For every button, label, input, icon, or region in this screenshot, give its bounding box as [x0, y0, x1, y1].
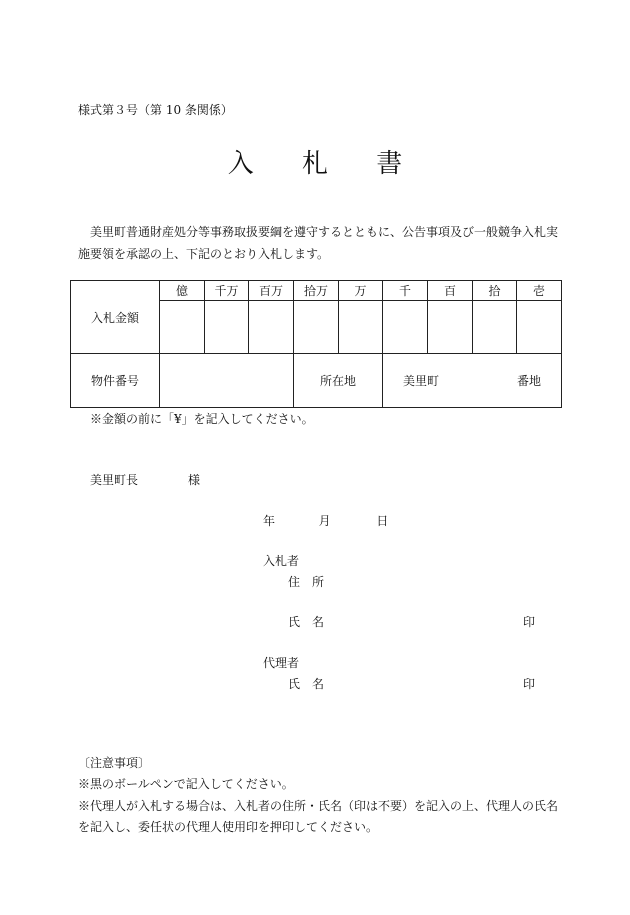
amount-digit-cell[interactable]	[428, 301, 473, 354]
property-row	[71, 354, 562, 408]
form-number: 様式第３号（第 10 条関係）	[78, 103, 233, 117]
amount-digit-cell[interactable]	[205, 301, 249, 354]
unit-label: 百万	[249, 281, 294, 301]
unit-label: 壱	[517, 281, 562, 301]
unit-label: 百	[428, 281, 473, 301]
bidder-label: 入札者	[263, 554, 300, 568]
title-char: 札	[301, 149, 328, 179]
note-item: ※代理人が入札する場合は、入札者の住所・氏名（印は不要）を記入の上、代理人の氏名を記入し、委任状の代理人使用印を押印してください。	[78, 799, 559, 834]
location-field[interactable]	[383, 354, 562, 408]
bidder-seal-mark: 印	[523, 615, 536, 629]
bidder-address-label: 住 所	[288, 575, 325, 589]
date-year: 年	[263, 514, 276, 528]
yen-note: ※金額の前に「¥」を記入してください。	[90, 412, 314, 426]
banchi-label: 番地	[516, 374, 541, 388]
unit-label: 拾万	[294, 281, 339, 301]
date-day: 日	[376, 514, 389, 528]
unit-label: 千	[383, 281, 428, 301]
notes-title: 〔注意事項〕	[78, 756, 151, 770]
date-month: 月	[318, 514, 331, 528]
unit-label: 億	[160, 281, 205, 301]
unit-header-row	[71, 281, 562, 301]
unit-label: 千万	[205, 281, 249, 301]
amount-digit-cell[interactable]	[383, 301, 428, 354]
amount-digit-cell[interactable]	[473, 301, 517, 354]
amount-digit-cell[interactable]	[517, 301, 562, 354]
unit-label: 拾	[473, 281, 517, 301]
note-item: ※黒のボールペンで記入してください。	[78, 777, 294, 791]
amount-digit-cell[interactable]	[339, 301, 383, 354]
intro-paragraph	[78, 221, 568, 265]
unit-label: 万	[339, 281, 383, 301]
property-number-label: 物件番号	[71, 354, 160, 408]
document-title	[0, 143, 630, 180]
amount-digit-cell[interactable]	[160, 301, 205, 354]
amount-digit-cell[interactable]	[294, 301, 339, 354]
agent-seal-mark: 印	[523, 677, 536, 691]
addressee-honorific: 様	[188, 473, 201, 487]
intro-text: 美里町普通財産処分等事務取扱要綱を遵守するとともに、公告事項及び一般競争入札実施要領を承認の上、下記のとおり入札します。	[78, 225, 559, 261]
title-char: 書	[376, 149, 403, 179]
bidder-name-label: 氏 名	[288, 615, 325, 629]
town-name: 美里町	[403, 374, 440, 388]
agent-label: 代理者	[263, 656, 300, 670]
date-line	[263, 512, 388, 529]
title-char: 入	[227, 149, 254, 179]
bid-table	[70, 280, 562, 408]
bid-amount-label: 入札金額	[71, 281, 160, 354]
agent-name-label: 氏 名	[288, 677, 325, 691]
addressee-mayor: 美里町長	[90, 473, 139, 487]
property-number-field[interactable]	[160, 354, 294, 408]
amount-digit-cell[interactable]	[249, 301, 294, 354]
location-label: 所在地	[294, 354, 383, 408]
